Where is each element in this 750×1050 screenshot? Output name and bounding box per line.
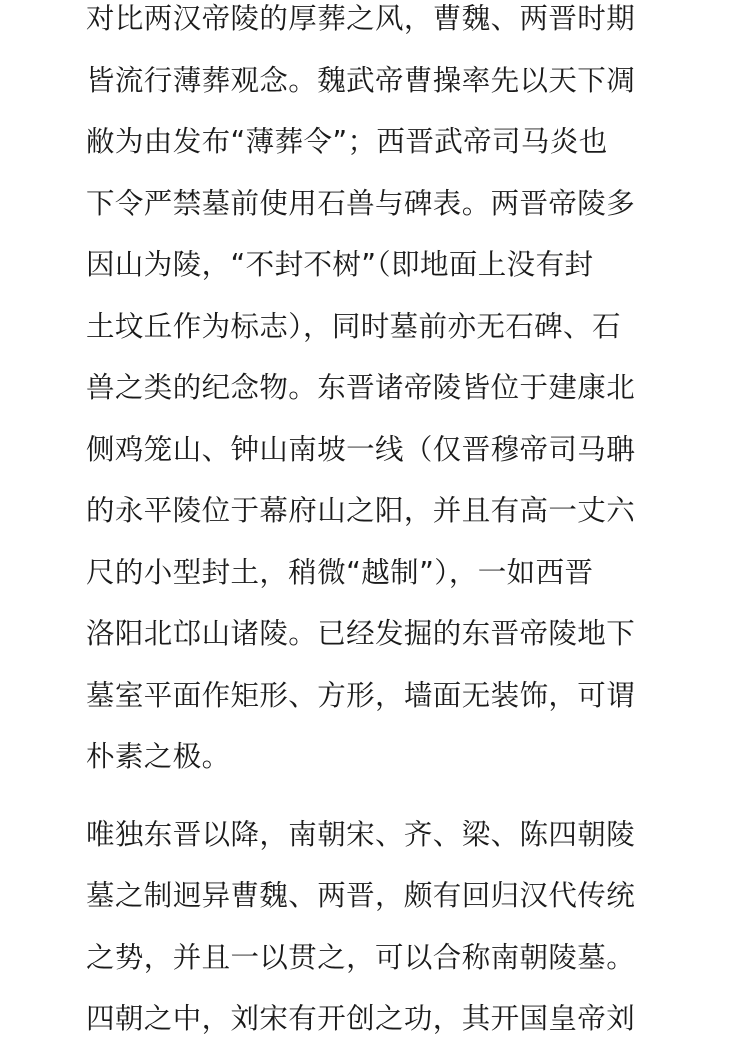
text-line: 敝为由发布“薄葬令”；西晋武帝司马炎也 [86,125,608,158]
text-line: 尺的小型封土，稍微“越制”），一如西晋 [86,555,594,589]
text-line: 对比两汉帝陵的厚葬之风，曹魏、两晋时期 [86,2,636,35]
text-line: 墓室平面作矩形、方形，墙面无装饰，可谓 [86,678,636,712]
text-line: 因山为陵，“不封不树”（即地面上没有封 [86,248,594,281]
paragraph-spacer [86,788,666,804]
text-line: 朴素之极。 [86,740,231,773]
text-line: 的永平陵位于幕府山之阳，并且有高一丈六 [86,494,636,527]
text-line: 侧鸡笼山、钟山南坡一线（仅晋穆帝司马聃 [86,432,636,466]
text-line: 皆流行薄葬观念。魏武帝曹操率先以天下凋 [86,63,636,97]
text-line: 洛阳北邙山诸陵。已经发掘的东晋帝陵地下 [86,617,636,650]
paragraph-2 [86,804,666,1050]
text-line: 唯独东晋以降，南朝宋、齐、梁、陈四朝陵 [86,817,636,851]
text-line: 四朝之中，刘宋有开创之功，其开国皇帝刘 [86,1002,636,1035]
text-line: 土坟丘作为标志），同时墓前亦无石碑、石 [86,309,621,343]
text-line: 墓之制迥异曹魏、两晋，颇有回归汉代传统 [86,879,636,912]
article-body [86,0,666,1050]
text-line: 下令严禁墓前使用石兽与碑表。两晋帝陵多 [86,186,636,220]
paragraph-1 [86,0,666,788]
text-line: 兽之类的纪念物。东晋诸帝陵皆位于建康北 [86,371,636,404]
text-line: 之势，并且一以贯之，可以合称南朝陵墓。 [86,940,636,974]
